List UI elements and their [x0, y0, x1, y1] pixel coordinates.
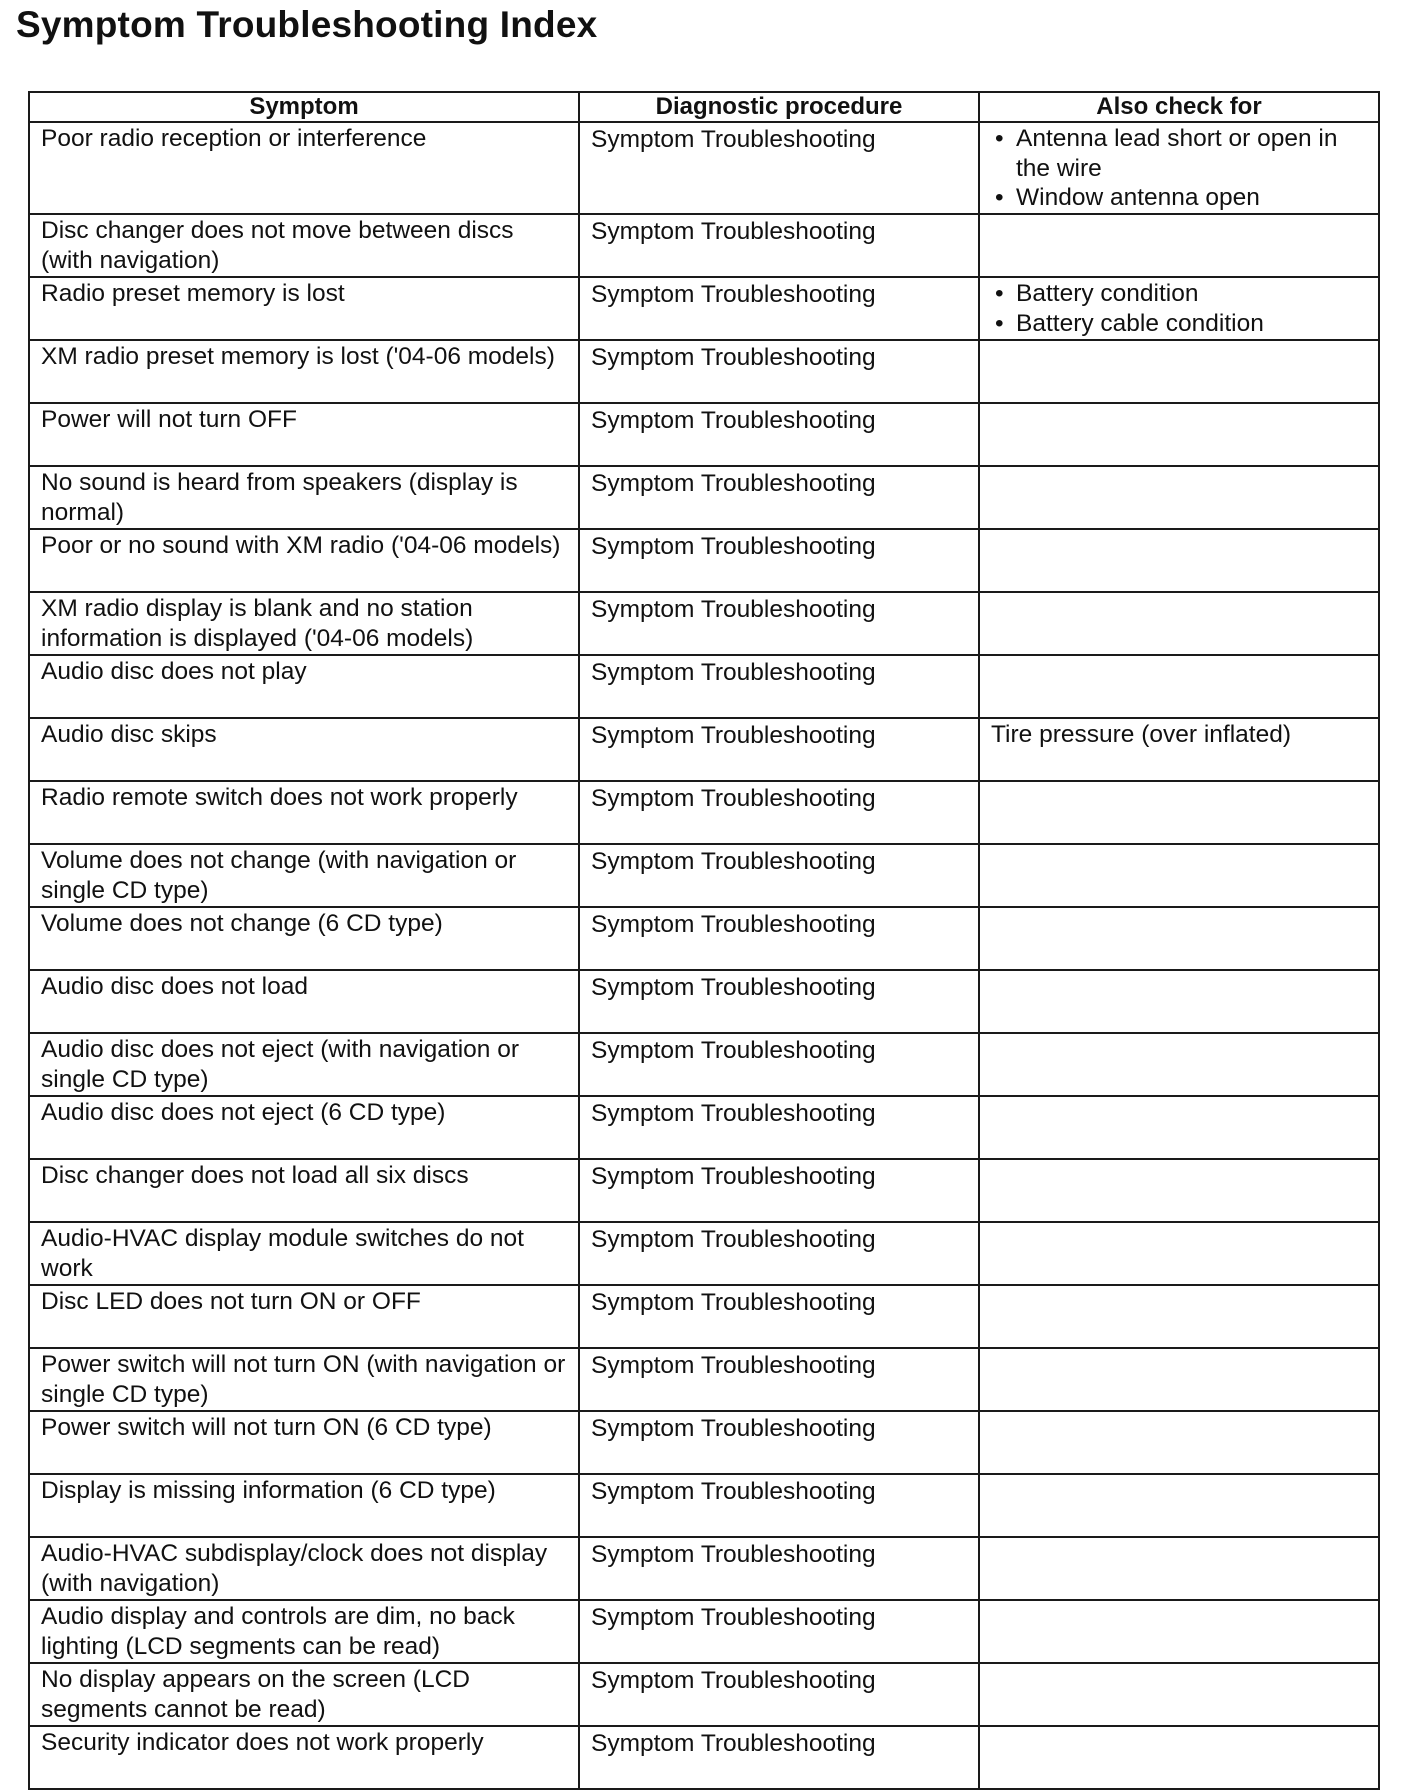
table-row	[29, 1348, 1379, 1411]
diagnostic-procedure-link[interactable]: Symptom Troubleshooting	[579, 1033, 979, 1096]
also-check-item: • Battery cable condition	[991, 309, 1368, 339]
also-check-cell	[979, 1222, 1379, 1285]
symptom-cell: Volume does not change (with navigation or single CD type)	[29, 844, 579, 907]
symptom-cell: Audio disc does not play	[29, 655, 579, 718]
table-row	[29, 403, 1379, 466]
also-check-cell	[979, 214, 1379, 277]
also-check-cell	[979, 466, 1379, 529]
symptom-cell: Audio disc does not eject (6 CD type)	[29, 1096, 579, 1159]
diagnostic-procedure-link[interactable]: Symptom Troubleshooting	[579, 718, 979, 781]
also-check-cell	[979, 718, 1379, 781]
also-check-cell	[979, 1726, 1379, 1789]
symptom-cell: Power will not turn OFF	[29, 403, 579, 466]
table-row	[29, 122, 1379, 214]
also-check-cell	[979, 781, 1379, 844]
diagnostic-procedure-link[interactable]: Symptom Troubleshooting	[579, 403, 979, 466]
symptom-cell: No display appears on the screen (LCD segments cannot be read)	[29, 1663, 579, 1726]
diagnostic-procedure-link[interactable]: Symptom Troubleshooting	[579, 1600, 979, 1663]
also-check-list	[991, 124, 1368, 213]
also-check-cell	[979, 1600, 1379, 1663]
symptom-cell: Display is missing information (6 CD type)	[29, 1474, 579, 1537]
symptom-cell: Disc LED does not turn ON or OFF	[29, 1285, 579, 1348]
symptom-cell: XM radio preset memory is lost ('04-06 models)	[29, 340, 579, 403]
diagnostic-procedure-link[interactable]: Symptom Troubleshooting	[579, 1348, 979, 1411]
diagnostic-procedure-link[interactable]: Symptom Troubleshooting	[579, 592, 979, 655]
also-check-cell	[979, 592, 1379, 655]
table-row	[29, 1537, 1379, 1600]
also-check-list	[991, 279, 1368, 338]
also-check-cell	[979, 1348, 1379, 1411]
also-check-item: • Antenna lead short or open in the wire	[991, 124, 1368, 183]
table-row	[29, 844, 1379, 907]
also-check-text: Tire pressure (over inflated)	[991, 721, 1292, 748]
table-row	[29, 781, 1379, 844]
symptom-cell: Audio disc does not eject (with navigation or single CD type)	[29, 1033, 579, 1096]
symptom-cell: No sound is heard from speakers (display is normal)	[29, 466, 579, 529]
table-row	[29, 655, 1379, 718]
symptom-cell: Audio display and controls are dim, no back lighting (LCD segments can be read)	[29, 1600, 579, 1663]
table-row	[29, 970, 1379, 1033]
diagnostic-procedure-link[interactable]: Symptom Troubleshooting	[579, 1411, 979, 1474]
diagnostic-procedure-link[interactable]: Symptom Troubleshooting	[579, 1474, 979, 1537]
table-row	[29, 592, 1379, 655]
symptom-cell: Audio disc skips	[29, 718, 579, 781]
symptom-cell: Audio disc does not load	[29, 970, 579, 1033]
header-symptom: Symptom	[29, 92, 579, 122]
diagnostic-procedure-link[interactable]: Symptom Troubleshooting	[579, 970, 979, 1033]
table-row	[29, 1159, 1379, 1222]
also-check-cell	[979, 340, 1379, 403]
table-row	[29, 1600, 1379, 1663]
symptom-cell: Disc changer does not move between discs (with navigation)	[29, 214, 579, 277]
also-check-cell	[979, 970, 1379, 1033]
also-check-cell	[979, 529, 1379, 592]
table-row	[29, 1033, 1379, 1096]
also-check-item: • Window antenna open	[991, 183, 1368, 213]
diagnostic-procedure-link[interactable]: Symptom Troubleshooting	[579, 1726, 979, 1789]
table-row	[29, 466, 1379, 529]
symptom-cell: Power switch will not turn ON (with navigation or single CD type)	[29, 1348, 579, 1411]
symptom-cell: Poor radio reception or interference	[29, 122, 579, 214]
symptom-cell: Audio-HVAC display module switches do not work	[29, 1222, 579, 1285]
symptom-cell: XM radio display is blank and no station information is displayed ('04-06 models)	[29, 592, 579, 655]
diagnostic-procedure-link[interactable]: Symptom Troubleshooting	[579, 655, 979, 718]
diagnostic-procedure-link[interactable]: Symptom Troubleshooting	[579, 844, 979, 907]
diagnostic-procedure-link[interactable]: Symptom Troubleshooting	[579, 1222, 979, 1285]
diagnostic-procedure-link[interactable]: Symptom Troubleshooting	[579, 907, 979, 970]
symptom-cell: Audio-HVAC subdisplay/clock does not display (with navigation)	[29, 1537, 579, 1600]
symptom-cell: Volume does not change (6 CD type)	[29, 907, 579, 970]
diagnostic-procedure-link[interactable]: Symptom Troubleshooting	[579, 1096, 979, 1159]
also-check-cell	[979, 1033, 1379, 1096]
diagnostic-procedure-link[interactable]: Symptom Troubleshooting	[579, 340, 979, 403]
also-check-cell	[979, 403, 1379, 466]
table-row	[29, 1222, 1379, 1285]
diagnostic-procedure-link[interactable]: Symptom Troubleshooting	[579, 781, 979, 844]
also-check-cell	[979, 1285, 1379, 1348]
also-check-cell	[979, 1096, 1379, 1159]
also-check-cell	[979, 844, 1379, 907]
table-row	[29, 277, 1379, 340]
diagnostic-procedure-link[interactable]: Symptom Troubleshooting	[579, 529, 979, 592]
table-row	[29, 1726, 1379, 1789]
table-row	[29, 340, 1379, 403]
diagnostic-procedure-link[interactable]: Symptom Troubleshooting	[579, 1663, 979, 1726]
symptom-cell: Poor or no sound with XM radio ('04-06 models)	[29, 529, 579, 592]
symptom-cell: Power switch will not turn ON (6 CD type)	[29, 1411, 579, 1474]
diagnostic-procedure-link[interactable]: Symptom Troubleshooting	[579, 214, 979, 277]
also-check-cell	[979, 1474, 1379, 1537]
table-header-row	[29, 92, 1379, 122]
diagnostic-procedure-link[interactable]: Symptom Troubleshooting	[579, 466, 979, 529]
table-row	[29, 529, 1379, 592]
also-check-cell	[979, 122, 1379, 214]
diagnostic-procedure-link[interactable]: Symptom Troubleshooting	[579, 1285, 979, 1348]
table-row	[29, 1411, 1379, 1474]
header-also-check-for: Also check for	[979, 92, 1379, 122]
table-body	[29, 122, 1379, 1789]
also-check-cell	[979, 277, 1379, 340]
symptom-cell: Security indicator does not work properly	[29, 1726, 579, 1789]
also-check-cell	[979, 655, 1379, 718]
diagnostic-procedure-link[interactable]: Symptom Troubleshooting	[579, 1537, 979, 1600]
also-check-item: • Battery condition	[991, 279, 1368, 309]
also-check-cell	[979, 1663, 1379, 1726]
symptom-index-table	[28, 91, 1380, 1790]
header-diagnostic-procedure: Diagnostic procedure	[579, 92, 979, 122]
also-check-cell	[979, 907, 1379, 970]
table-row	[29, 718, 1379, 781]
page-title: Symptom Troubleshooting Index	[16, 4, 598, 45]
diagnostic-procedure-link[interactable]: Symptom Troubleshooting	[579, 277, 979, 340]
symptom-cell: Radio preset memory is lost	[29, 277, 579, 340]
table-row	[29, 1474, 1379, 1537]
table-row	[29, 1285, 1379, 1348]
symptom-cell: Disc changer does not load all six discs	[29, 1159, 579, 1222]
table-row	[29, 214, 1379, 277]
table-row	[29, 1096, 1379, 1159]
table-row	[29, 907, 1379, 970]
also-check-cell	[979, 1411, 1379, 1474]
also-check-cell	[979, 1159, 1379, 1222]
also-check-cell	[979, 1537, 1379, 1600]
diagnostic-procedure-link[interactable]: Symptom Troubleshooting	[579, 122, 979, 214]
table-row	[29, 1663, 1379, 1726]
diagnostic-procedure-link[interactable]: Symptom Troubleshooting	[579, 1159, 979, 1222]
symptom-cell: Radio remote switch does not work properly	[29, 781, 579, 844]
